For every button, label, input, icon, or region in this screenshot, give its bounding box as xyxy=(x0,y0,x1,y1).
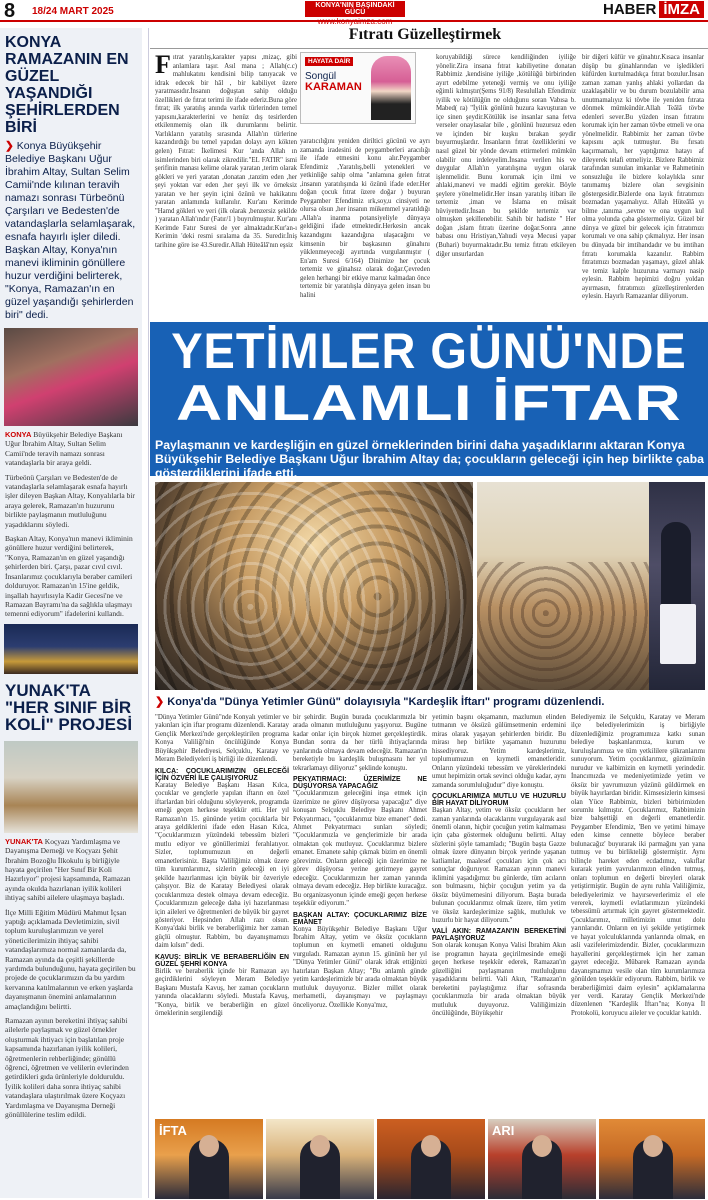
story1-headline[interactable]: KONYA RAMAZANIN EN GÜZEL YAŞANDIĞI ŞEHİRLERDEN BİRİ xyxy=(5,34,129,136)
story2-para3: Ramazan ayının bereketini ihtiyaç sahibi ailelerle paylaşmak ve güzel örnekler oluşturmak ihtiyacı için başlatılan proje kapsamında hazırlanan iyilik kolileri, öğretmenlerin rehberliğinde; gönüllü öğrenci, öğretmen ve velilerin evlerinden getirdikleri gıda ürünleriyle dolduruldu. İyilik kolileri daha sonra ihtiyaç sahibi vatandaşlara ulaştırılmak üzere Koçyazı Yardımlaşma ve Dayanışma Derneği gönüllülerine teslim edildi. xyxy=(5,1016,129,1120)
speaker-photo-2 xyxy=(266,1119,374,1199)
author-box xyxy=(300,52,416,124)
article-paragraph: bir şehirdir. Bugün burada çocuklarımızla bir arada olmanın mutluluğunu yaşıyoruz. Bugüne kadar onlar için birçok hizmet gerçekleştirdik. Bundan sonra da her türlü ihtiyaçlarında yanlarında olmaya devam edeceğiz. Ramazan'ın bereketiyle bu kardeşlik buluşmasını her yıl tekrarlamayı diliyoruz" şeklinde konuştu. xyxy=(293,714,427,772)
masthead-url[interactable]: www.konyaimza.com xyxy=(317,17,393,26)
speaker-photo-1 xyxy=(155,1119,263,1199)
article-subhead: KILCA: ÇOCUKLARIMIZIN GELECEĞİ İÇİN ÖZVERİ İLE ÇALIŞIYORUZ xyxy=(155,767,289,782)
story1-para3: Başkan Altay, Konya'nın manevi ikliminin gönüllere huzur verdiğini belirterek, "Konya, Ramazan'ın en güzel yaşandığı şehirlerden biri. Çarşı, pazar cıvıl cıvıl. İnsanlarımız çocuklarıyla beraber camileri dolduruyor. Ramazan'ın 15'ine geldik, inşallah hayırlısıyla Kadir Gecesi'ne ve Ramazan Bayramı'na da sağlıkla ulaşmayı temenni ediyorum" ifadelerini kullandı. xyxy=(5,534,133,619)
author-name xyxy=(305,71,362,93)
story1-lead-text: Konya Büyükşehir Belediye Başkanı Uğur İbrahim Altay, Sultan Selim Camii'nde kılınan teravih namazı sonrası Türbeönü Çarşıları ve Bedesten'de vatandaşlarla selamlaşarak, esnafa hayırlı işler diledi. Başkan Altay, Konya'nın manevi ikliminin gönüllere huzur verdiğini belirterek, "Konya, Ramazan'ın en güzel yaşandığı şehirlerden biri" dedi. xyxy=(5,140,136,321)
article-paragraph: Konya Büyükşehir Belediye Başkanı Uğur İbrahim Altay, yetim ve öksüz çocukların toplumun en kıymetli emaneti olduğunu vurguladı. Ramazan ayının 15. gününü her yıl "Dünya Yetimler Günü" olarak idrak ettiğinizi hatırlatan Başkan Altay; "Bu anlamlı günde yetim kardeşlerimizle bir arada olmaktan büyük mutluluk duyuyoruz. Bizler millet olarak merhametli, dayanışmayı ve paylaşmayı önceliyoruz. Özellikle Konya'mız, xyxy=(293,925,427,1009)
author-photo xyxy=(371,56,411,120)
article-paragraph: "Çocuklarımızın geleceğini inşa etmek için üzerimize ne görev düşüyorsa yapacağız" diye konuşan Selçuklu Belediye Başkanı Ahmet Pekyatırmacı, "çocuklarımız bize emanet" dedi. Ahmet Pekyatırmacı sunları söyledi; "Çocuklarımızla ve gençlerimizle bir arada olmaktan çok mutluyuz. Çocuklarımız bizlere emanet. Emanete sahip çıkmak bizim en önemli görevimiz. Onların geleceği için üzerimize ne görev düşüyorsa yerine getirmeye gayret edeceğiz. Çocuklarımızın her zaman yanında olmaya devam edeceğiz. Hep birlikte kuracağız. Bu organizasyonun içinde emeği geçen herkese teşekkür ediyorum." xyxy=(293,790,427,908)
article-paragraph: Karatay Belediye Başkanı Hasan Kılca, çocuklar ve gençlerle yapılan iftarın en özel iftarlardan biri olduğunu söyleyerek, programda emeği geçen herkese teşekkür etti. Her yıl Ramazan'ın 15. gününde yetim çocuklarla bir araya geldiklerini ifade eden Hasan Kılca, "Çocuklarımızın yüzündeki tebessüm bizleri mutlu ediyor ve gönüllerimizi ferahlatıyor. Sizler, toplumumuzun en değerli emanetlerisiniz. Başta Valiliğimiz olmak üzere tüm kurumlarımız, sizlerin geleceği en iyi şekilde hazırlanması için büyük bir özveriyle çalışıyor. Biz de Karatay Belediyesi olarak çocuklarımıza destek olmaya devam edeceğiz. Çocuklarımızın geleceğe daha iyi hazırlanması için aileleri ve öğretmenleri de büyük bir gayret gösteriyor. Hepsinden Allah razı olsun. Konya'daki birlik ve beraberliğimiz her zaman güçlü olmuştur. Rabbim, bu dayanışmamızı daim kılsın" dedi. xyxy=(155,781,289,950)
opinion-text-col1 xyxy=(155,54,297,316)
article-subhead: BAŞKAN ALTAY: ÇOCUKLARIMIZ BİZE EMANET xyxy=(293,911,427,926)
article-col4 xyxy=(571,714,705,1109)
article-col1 xyxy=(155,714,289,1109)
dropcap: F xyxy=(155,54,171,79)
article-paragraph: Başkan Altay, yetim ve öksüz çocukların her zaman yanlarında olacaklarını vurgulayarak asıl önemli olanın, hiçbir çocuğun yetim kalmaması için çaba göstermek olduğunu belirtti. Altay sözlerini şöyle tamamladı; "Bugün başta Gazze olmak üzere dünyanın birçok yerinde yaşanan katliamlar, maalesef çocukları için çok acı sonuçlar doğuruyor. Ramazan ayının manevi iklimini yaşadığımız bu günlerde, tüm acıların son bulmasını, hiçbir çocuğun yetim ya da öksüz büyümemesini diliyorum. Başta burada bulunan çocuklarımız olmak üzere, tüm yetim ve öksüz kardeşlerimize sağlık, mutluluk ve huzurlu bir hayat diliyorum." xyxy=(432,807,566,924)
masthead-slogan: KONYA'NIN BAŞINDAKİ GÜCÜ xyxy=(305,1,405,17)
story1-para1 xyxy=(0,430,142,468)
article-subhead: VALİ AKIN: RAMAZAN'IN BEREKETİNİ PAYLAŞIYORUZ xyxy=(432,928,566,943)
article-col2 xyxy=(293,714,427,1109)
article-paragraph: yetimin başını okşamanın, mazlumun elinden tutmanın ve öksüzü gülümsetmenin erdemini miras olarak yaşayan şehirlerden biridir. Bu mirası hep birlikte yaşamanın huzurunu hissediyoruz. Yetim kardeşlerimiz, toplumumuzun en kıymetli emanetleridir. Onların yüzündeki tebessüm ve yüreklerindeki umut hepimizin ortak sevinci olduğu kadar, aynı zamanda sorumluluğudur" diye konuştu. xyxy=(432,714,566,789)
article-subhead: PEKYATIRMACI: ÜZERİMİZE NE DÜŞÜYORSA YAPACAĞIZ xyxy=(293,776,427,791)
page-masthead xyxy=(0,0,708,26)
speaker-photo-4 xyxy=(488,1119,596,1199)
article-paragraph: Son olarak konuşan Konya Valisi İbrahim Akın ise programın hayata geçirilmesinde emeği geçen herkese teşekkür ederek, Ramazan'ın güzelliğini paylaşmanın mutluluğunu yaşadıklarını belirtti. Vali Akın, "Ramazan'ın bereketini paylaştığımız iftar sofrasında çocuklarımızla bir arada olmaktan büyük mutluluk duyuyoruz. Valiliğimizin öncülüğünde, Büyükşehir xyxy=(432,942,566,1018)
main-headline-line1[interactable]: YETİMLER GÜNÜ'NDE xyxy=(171,323,687,379)
brand-imza: İMZA xyxy=(659,1,704,18)
main-story xyxy=(150,322,708,1200)
author-first-name: Songül xyxy=(305,71,337,82)
opinion-text-col4: bir diğeri küfür ve günahtır.Kısaca insanlar düşüp bu günahlarından ve işledikleri küfürden kurtulmadıkça fıtrat bozulur.İnsan zaman zaman yanlış ahlaki yollardan da uzaklaşabilir ve bu durum bozulabilir ama unutmamalıyız ki tövbe ile yeniden fıtrata dönmek mümkündür.Allah Teâlâ tövbe edenleri sever.Bu yüzden insan fıtratını korumak için her zaman tövbe etmeli ve ona yönelmelidir. Rabbimiz her zaman tövbe kapısını açık tutmuştur. Bu fırsatı kaçırmamalı, her yaptığımız hatayı af dileyerek telafi etmeliyiz. Bizlere Rabbimiz tarafından sunulan imkanlar ve Rahmetinin sonsuzluğu ile bizlere kolaylıkla sınır tanımamış bizlere olan sevgisinin göstergesidir.Bizlerde ona layık fıtratımızı bozmadan yaşamalıyız. Allah Hüteâlâ yı bilme ,tanıma ,sevme ve ona uygun kul olma yolunda çaba göstermeliyiz. Güzel bir dünya ve güzel bir gelecek için fıtratımızı korumalı ve ona sahip çıkmalıyız. Her insan bu dünyada bir imtihandadır ve bu imtihan fıtratı korumakla kazanılır. Rabbim fıtratımızı bozmadan yaşamayı, güzel ahlak ve temiz kalple huzuruna varmayı nasip eylesin. Rabbim hepimizi doğru yoldan ayırmasın, fıtratımızı güzelleştirenlerden eylesin. Hayırlı Ramazanlar diliyorum. xyxy=(582,54,704,301)
iftar-crowd-photo xyxy=(155,482,473,690)
opinion-column xyxy=(150,26,708,319)
speaker-photo-3 xyxy=(377,1119,485,1199)
column-divider xyxy=(148,28,149,1198)
story2-kicker: YUNAK'TA xyxy=(5,836,43,846)
masthead-center xyxy=(305,1,405,26)
author-section-tag: HAYATA DAİR xyxy=(305,57,353,66)
story1-para2: Türbeönü Çarşıları ve Bedesten'de de vatandaşlarla selamlaşarak esnafa hayırlı işler dileyen Başkan Altay, Konyalılarla bir araya gelerek, Ramazan'ın huzurunu birlikte paylaşmanın mutluluğunu yaşadıklarını söyledi. xyxy=(5,472,135,529)
article-paragraph: Belediyemiz ile Selçuklu, Karatay ve Meram ilçe belediyelerimizin iş birliğiyle düzenlediğimiz programımıza katkı sunan belediye başkanlarımıza, kurum ve kuruluşlarımıza ve tüm yetkililere şükranlarımı sunuyorum. Yetim çocuklarımız, güzümüzün nurudur ve kalbimizin en kıymetli yerindedir. İnancımızda ve medeniyetimizde yetim ve öksüz bir yavrumuzun yüzünü güldürmek en büyük hayırlardan biridir. Kimsesizlerin kimsesi olan Yüce Rabbimiz, bizleri birbirimizden sorumlu kılmıştır. Çocuklarımız, Rabbimizin bize bahşettiği en değerli emanetlerdir. Peygamber Efendimiz, 'Ben ve yetimi himaye eden kimse cennette böylece beraber bulunacağız' buyurarak iki parmağını yan yana tutmuş ve bu birlikteliği göstermiştir. Aynı bilinçle hareket eden ecdadımız, vakıflar kurarak yetim yavrularımızın elinden tutmuş, onları toplumun en değerli bireyleri olarak yetiştirmiştir. Bugün de aynı ruhla Valiliğimiz, belediyelerimiz ve hayırseverlerimiz el ele vererek, kıymetli evlatlarımızın yüzündeki tebessümü artırmak için gayret göstermektedir. Çocuklarımız, milletimizin umut dolu yarınlarıdır. Onların en iyi şekilde yetiştirmek ve hayat yolculuklarında yanlarında olmak, en asli vazifelerimizdendir. Bizler, çocuklarımızın hayallerini gerçekleştirmek için her zaman gayret edeceğiz. Mübarek Ramazan ayında dayanışmamızı vesile olan tüm kurumlarımıza gönülden teşekkür ediyorum. Rabbim, birlik ve beraberliğimizi daim eylesin" açıklamalarına yer verdi. Karatay Gençlik Merkezi'nde düzenlenen "Kardeşlik İftarı"na; Konya İl Protokolü, koruyucu aileler ve çocuklar katıldı. xyxy=(571,714,705,1017)
opinion-text-col2: yaratıcılığını yeniden diriltici gücünü ve ayrı zamanda iradesini de peygamberleri aracılığı ile ifade etmesini konu alır.Peygamber Efendimiz ,Yaratılış,belli yetenekleri ve yetkinliğe sahip olma "anlamına gelen fıtrat ,insanın yaratılışında ki özünü ifade eder.Her doğan çocuk fıtrat üzere doğar ) buyuran Peygamber Efendimiz ırk,soy,u cinsiyeti ne olursa olsun ,her insanın mükemmel yaratıldığı ,Allah'a inanma potansiyeliyle dünyaya geldiğini ifade etmektedir.Herkesin ancak kazandıgını kazandığına ulaşacağını ve kimsenin bir başkasının günahını yüklenmeyeceği ayırtında vurgulanmıştır ( En'am Suresi 6/164) Dinimize her çocuk tertemiz ve günahsız olarak doğar.Çevreden gelen herhangi bir etkiye maruz kalmadan önce tertemiz bir yaratılışla dünyaya gelen insan bu halini xyxy=(300,138,430,299)
story2-headline[interactable]: YUNAK'TA "HER SINIF BİR KOLİ" PROJESİ xyxy=(5,680,133,734)
opinion-text-col3: koruyabildiği sürece kendiliğinden iyiliğe yönelir.Zira insana fıtrat kabiliyetine donatan Rabbimiz ,kendisine iyiliğe ,kötülüğü birbirinden ayırt edebilme yeteneği vermiş ve onu iyiliğe eğimli kılmıştır(Şems 91/8) Resulullah Efendimiz iyilik ve kötülüğün ne olduğunu soran Vabısa b. Mabed( ra) "İyilik gönlünü huzura kavuşturan ve içe sinen şeydir.Kötülük ise insanlar sana fetva verseler onaylasalar bile , gönlünü huzursuz eden ve içinden bir kuşku bırakan şeydir buyurmuşlardır. İnsanların fıtrat özelliklerini ve nasıl güzel bir yönde devam ettirmeleri mümkün olabilir onu irdeleyelim.İnsana verilen his ve duygular Allah'ın yaratılışına uygun olarak işlenmelidir. Bunu korumak için ilmi ve ahlaki,manevi ve maddi eğitim gerekir. Böyle şeylere yönelmelidir.Her insan yaratılış itibarı ile tertemiz ,iman ve İslama en müsait hüviyettedir.İnsan bu şekilde tertemiz var olmuşken şekillenebilir. Sahih bir hadiste " Her doğan ,islam fıtratı üzerine doğar.Sonra ,anne babası onu Hristiyan,Yahudi veya Mecusi yapar (Buhari) buyurmaktadır.Bu temiz fıtratı etkileyen diğer unsurlardan xyxy=(436,54,576,258)
story2-para1-text: Koçyazı Yardımlaşma ve Dayanışma Derneği ve Koçyazı Şehit İbrahim Bozoğlu İlkokulu iş birliğiyle hayata geçirilen "Her Sınıf Bir Koli Hazırlıyor" projesi kapsamında, Ramazan ayında okulda hazırlanan iyilik kolileri ihtiyaç sahibi ailelere ulaşmaya başladı. xyxy=(5,836,131,903)
speaker-face xyxy=(310,1135,330,1157)
mosque-night-photo xyxy=(4,624,138,674)
subdeck-text: Konya'da "Dünya Yetimler Günü" dolayısıyla "Kardeşlik İftarı" programı düzenlendi. xyxy=(167,696,605,708)
opinion-title[interactable]: Fıtratı Güzelleştirmek xyxy=(348,26,502,43)
article-paragraph: "Dünya Yetimler Günü"nde Konyalı yetimler ve yakınları için iftar programı düzenlendi. Karatay Gençlik Merkezi'nde gerçekleştirilen programa Konya Valiliği'nin öncülüğünde Konya Büyükşehir Belediyesi, Selçuklu, Karatay ve Meram Belediyeleri iş birliği ile düzenlendi. xyxy=(155,714,289,764)
article-col3 xyxy=(432,714,566,1109)
story1-para1-text: Büyükşehir Belediye Başkanı Uğur İbrahim Altay, Sultan Selim Camii'nde teravih namazı sonrası vatandaşlarla bir araya geldi. xyxy=(5,430,123,468)
story1-lead xyxy=(0,138,142,324)
speaker-face xyxy=(199,1135,219,1157)
main-headline-band xyxy=(150,322,708,434)
speaker-photo-5 xyxy=(599,1119,705,1199)
story1-kicker: KONYA xyxy=(5,430,32,439)
speaker-face xyxy=(643,1135,663,1157)
article-subhead: ÇOCUKLARIMIZA MUTLU VE HUZURLU BİR HAYAT DİLİYORUM xyxy=(432,793,566,808)
arrow-icon: ❯ xyxy=(155,696,165,708)
iftar-hall-photo xyxy=(477,482,649,690)
page-number: 8 xyxy=(4,0,16,22)
issue-date: 18/24 MART 2025 xyxy=(32,6,114,17)
brand-logo xyxy=(603,1,704,18)
article-subhead: KAVUŞ: BİRLİK VE BERABERLİĞİN EN GÜZEL ŞEHRİ KONYA xyxy=(155,953,289,968)
speaker-face xyxy=(532,1135,552,1157)
story2-para1 xyxy=(0,837,142,903)
author-last-name: KARAMAN xyxy=(305,81,362,93)
arrow-icon: ❯ xyxy=(5,140,14,152)
opinion-col1-text: ıtrat yaratılış,karakter yapısı ,mizaç, gibi anlamlara taşır. Asıl mana ; Allah(c.c) mahlukatını kendisini bilip tanıyacak ve idrak edecek bir hâl , bir kabiliyet üzere yaratmasıdır.İnsanın doğuştan sahip olduğu özellikleri de fıtrat terimi ile ifade ederiz.Buna göre fıtrat; ilk yaratılış anında varlık türlerinden temel yapısını,karakterlerini ve henüz dış tesirlerden etkilenmemiş olan ilk durumlarını belirtir. Varlıkların yaratılış sırasında Allah'ın türlerine kazandırdığı bu temel yapıdan dolayı ayrı kökten gelen) Fıtrat: İkelimesi Kur 'anda Allah ın isimlerinden biri olarak zikredilir."EL FATIR" ismi şerifinin manası kelime olarak yaratan ,terim olarak gökleri ve yeri yaratan ,donatan ,tanzim eden ,her şeyi yoktan var eden ,her şeyi ilk ve örneksiz yaratan ve her şeyin içini özünü ve hakikatını yaratan anlamında kullanılır. Kur'anı Kerimde "Hamd gökleri ve yeri (ilk olarak ,benzersiz şekilde ) yaratan Allah'ındır (Fatır/1 ) buyrulmuştur. Kur'anı Kerimde Fatır Suresi de yer almaktadır.Kur'an-ı Kerimin 'deki resmi sıralama da 35. Suredir.İniş tarihine göre ise 43.Suredir.Allah Hüteâlâ'nın eşsiz xyxy=(155,54,297,250)
story2-para2: İlçe Milli Eğitim Müdürü Mahmut İçsan yaptığı açıklamada Devletimizin, sivil toplum kuruluşlarımızın ve yerel yöneticilerimizin ihtiyaç sahibi vatandaşlarımıza normal zamanlarda da, Ramazan ayında da çeşitli şekillerde yardımda bulunduğunu, hayata geçirilen bu projede de çocuklarımızın da bu yardım kervanına katılmalarının ve erken yaşlarda dayanışmanın önemini anlamalarının amaçlandığını belirtti. xyxy=(5,907,136,1011)
article-paragraph: Birlik ve beraberlik içinde bir Ramazan ayı geçirdiklerini söyleyen Meram Belediye Başkanı Mustafa Kavuş, her zaman çocukların yanında olacaklarını söyledi. Mustafa Kavuş, "Konya, birlik ve beraberliğin en güzel örneklerinin sergilendiği xyxy=(155,967,289,1018)
title-rule xyxy=(150,48,708,49)
left-column xyxy=(0,28,142,1198)
brand-haber: HABER xyxy=(602,1,657,18)
main-subdeck xyxy=(155,695,705,708)
backdrop-text: İFTA xyxy=(159,1123,187,1138)
story2-photo xyxy=(4,741,138,833)
main-headline-line2[interactable]: ANLAMLI İFTAR xyxy=(175,375,682,431)
podium xyxy=(660,604,696,664)
speaker-face xyxy=(421,1135,441,1157)
backdrop-text: ARI xyxy=(492,1123,515,1138)
main-deck: Paylaşmanın ve kardeşliğin en güzel örneklerinden birini daha yaşadıklarını aktaran Konya Büyükşehir Belediye Başkanı Uğur İbrahim Altay da; çocukların geleceği için hep birlikte çaba gösterdiklerini ifade etti. xyxy=(155,438,704,480)
